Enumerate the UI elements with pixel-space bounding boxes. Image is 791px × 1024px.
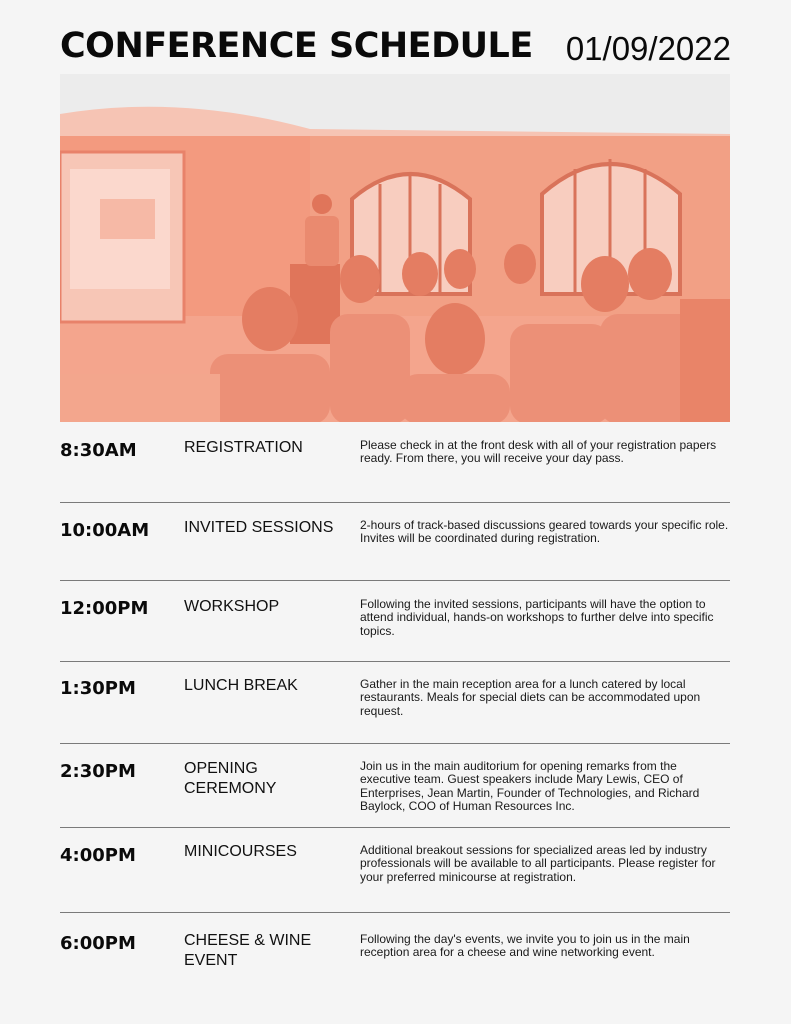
session-time: 4:00PM [60,845,136,866]
session-description: Gather in the main reception area for a lunch catered by local restaurants. Meals for special diets can be accommodated upon request. [360,677,701,718]
schedule-row [60,503,730,581]
schedule-row [60,662,730,744]
session-description: Additional breakout sessions for specialized areas led by industry professionals will be available to all participants. Please register for your preferred minicourse at registration. [360,843,716,884]
session-time: 8:30AM [60,440,137,461]
session-name: OPENING CEREMONY [184,760,277,797]
page-title: CONFERENCE SCHEDULE [60,26,533,66]
schedule-row [60,744,730,828]
session-time: 12:00PM [60,598,149,619]
session-time: 10:00AM [60,520,150,541]
session-description: Following the day's events, we invite you to join us in the main reception area for a cheese and wine networking event. [360,932,690,960]
session-name: WORKSHOP [184,598,280,615]
session-name: INVITED SESSIONS [184,519,334,536]
session-time: 2:30PM [60,761,136,782]
event-date: 01/09/2022 [565,30,731,67]
schedule-row [60,913,730,1003]
session-name: MINICOURSES [184,843,297,860]
session-time: 1:30PM [60,678,136,699]
session-time: 6:00PM [60,933,136,954]
session-description: Following the invited sessions, participants will have the option to attend individual, hands-on workshops to further delve into specific topics. [360,597,714,638]
session-description: Please check in at the front desk with all of your registration papers ready. From there, you will receive your day pass. [360,438,717,466]
schedule-row [60,828,730,913]
session-name: LUNCH BREAK [184,677,298,694]
schedule-row [60,422,730,503]
session-description: 2-hours of track-based discussions geared towards your specific role. Invites will be coordinated during registration. [360,518,729,546]
session-name: CHEESE & WINE EVENT [184,932,312,969]
schedule-list [60,422,730,1003]
conference-photo [60,74,730,422]
session-name: REGISTRATION [184,439,303,456]
schedule-row [60,581,730,662]
session-description: Join us in the main auditorium for opening remarks from the executive team. Guest speakers include Mary Lewis, CEO of Enterprises, Jean Martin, Founder of Technologies, and Richard Baylock, COO of Human Resources Inc. [360,759,700,814]
